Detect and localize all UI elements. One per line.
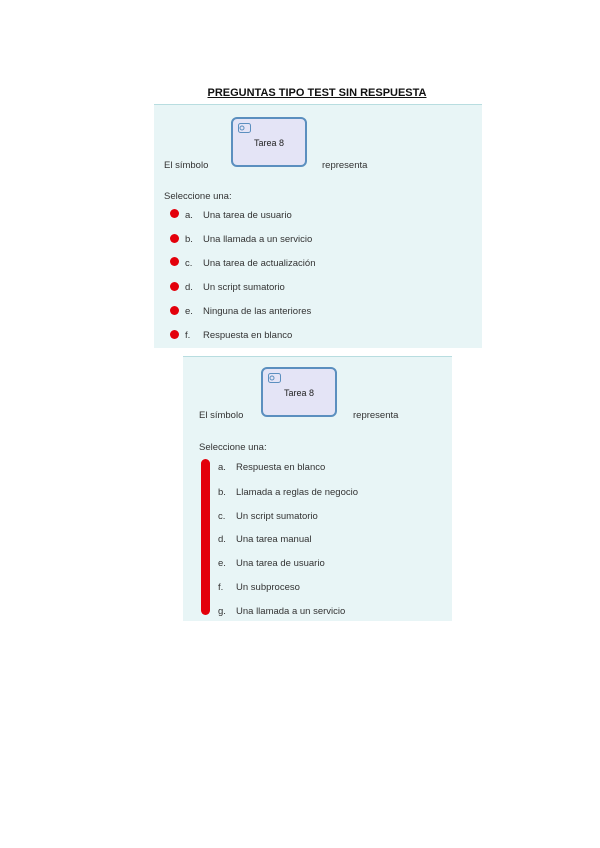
select-prompt: Seleccione una: [199, 442, 267, 453]
option-d[interactable]: d. Una tarea manual [218, 534, 312, 545]
statement-start: El símbolo [199, 410, 244, 421]
select-prompt: Seleccione una: [164, 191, 232, 202]
option-b[interactable]: b. Una llamada a un servicio [185, 234, 313, 245]
option-f[interactable]: f. Un subproceso [218, 582, 300, 593]
page-title: PREGUNTAS TIPO TEST SIN RESPUESTA [207, 87, 427, 99]
mark-dot [170, 282, 179, 291]
bpmn-task-symbol [231, 117, 307, 167]
question-panel-2 [183, 356, 452, 621]
mark-dot [170, 209, 179, 218]
question-panel-1 [154, 104, 482, 348]
task-type-icon [268, 373, 281, 383]
task-type-icon [238, 123, 251, 133]
option-e[interactable]: e. Una tarea de usuario [218, 558, 325, 569]
option-f[interactable]: f. Respuesta en blanco [185, 330, 293, 341]
task-label: Tarea 8 [253, 138, 285, 148]
bpmn-task-symbol [261, 367, 337, 417]
option-a[interactable]: a. Respuesta en blanco [218, 462, 326, 473]
task-label: Tarea 8 [283, 388, 315, 398]
option-d[interactable]: d. Un script sumatorio [185, 282, 285, 293]
mark-dot [170, 257, 179, 266]
option-c[interactable]: c. Una tarea de actualización [185, 258, 316, 269]
statement-end: representa [322, 160, 368, 171]
option-e[interactable]: e. Ninguna de las anteriores [185, 306, 312, 317]
mark-dot [170, 306, 179, 315]
mark-dot [170, 234, 179, 243]
statement-end: representa [353, 410, 399, 421]
mark-dot [170, 330, 179, 339]
statement-start: El símbolo [164, 160, 209, 171]
option-a[interactable]: a. Una tarea de usuario [185, 210, 292, 221]
option-g[interactable]: g. Una llamada a un servicio [218, 606, 346, 617]
mark-line [201, 459, 210, 615]
option-b[interactable]: b. Llamada a reglas de negocio [218, 487, 359, 498]
option-c[interactable]: c. Un script sumatorio [218, 511, 318, 522]
